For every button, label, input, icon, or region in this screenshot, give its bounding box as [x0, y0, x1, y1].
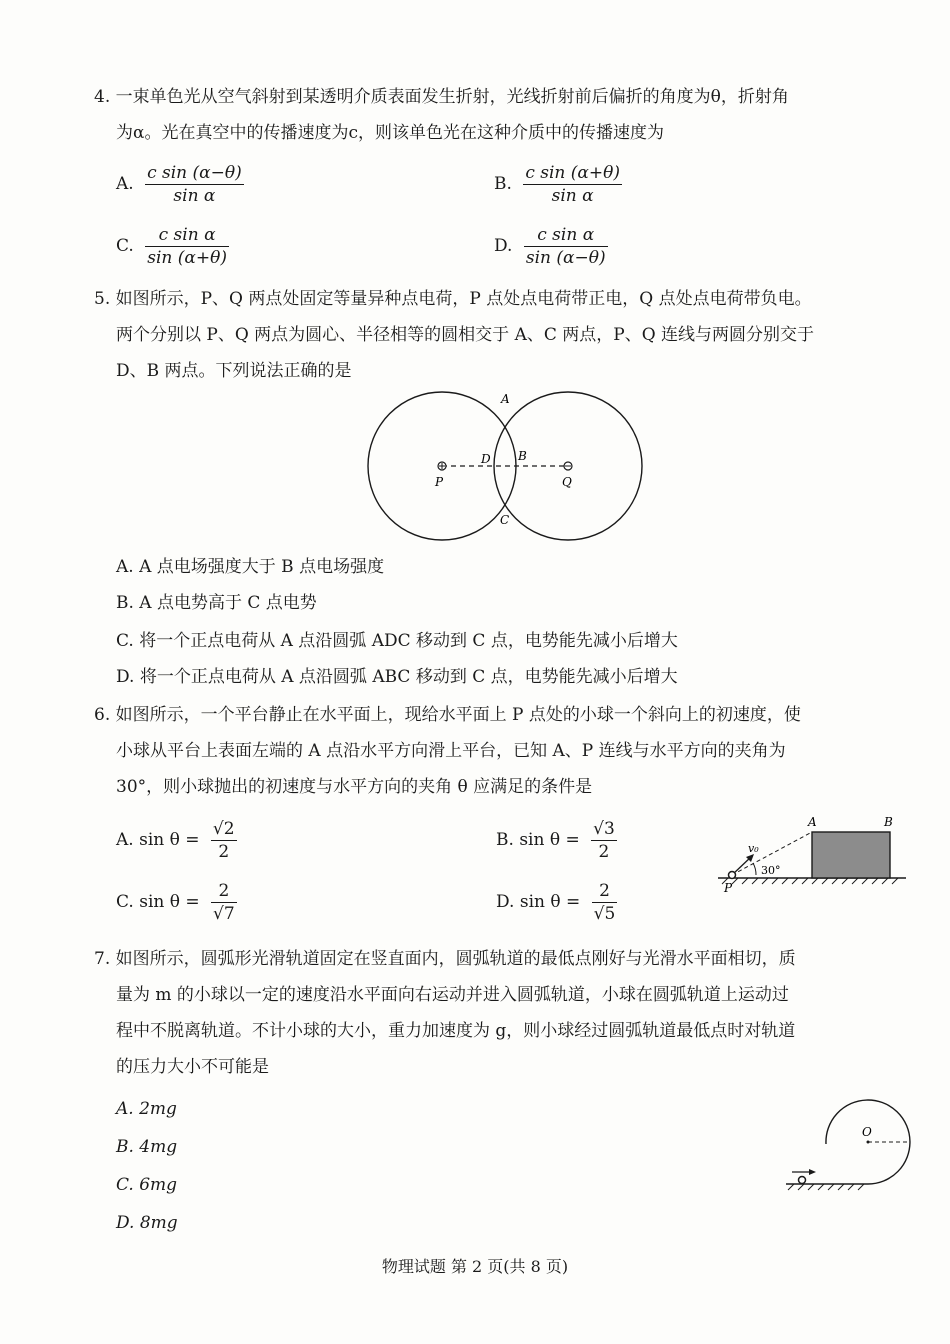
- option-letter: D.: [494, 236, 513, 256]
- q7-stem-line2: 量为 m 的小球以一定的速度沿水平面向右运动并进入圆弧轨道，小球在圆弧轨道上运动过: [116, 985, 789, 1005]
- label-o: O: [862, 1125, 872, 1139]
- q7-figure-circular-track: [780, 1090, 920, 1202]
- label-a: A: [501, 392, 510, 406]
- q4-stem-line2: 为α。光在真空中的传播速度为c，则该单色光在这种介质中的传播速度为: [116, 123, 664, 143]
- label-v0: v₀: [748, 842, 759, 855]
- fraction: $\frac{√3}{2}$: [593, 819, 615, 862]
- q7-option-c[interactable]: C. 6mg: [116, 1175, 178, 1195]
- q5-option-b[interactable]: B. A 点电势高于 C 点电势: [116, 593, 317, 613]
- angle-arc: [753, 863, 756, 875]
- positive-charge-icon: [438, 462, 446, 470]
- q5-stem-line3: D、B 两点。下列说法正确的是: [116, 361, 352, 381]
- ball-icon: [799, 1177, 806, 1184]
- q6-option-b[interactable]: B. sin θ = $\frac{√3}{2}$: [496, 819, 615, 862]
- q7-option-a[interactable]: A. 2mg: [116, 1099, 177, 1119]
- q7-option-d[interactable]: D. 8mg: [116, 1213, 178, 1233]
- q6-figure-platform: [712, 812, 912, 896]
- fraction: $\frac{\text{c sin α}}{\sin (\alpha+\theta)}$: [147, 225, 227, 268]
- label-b: B: [884, 815, 893, 829]
- q5-option-a[interactable]: A. A 点电场强度大于 B 点电场强度: [116, 557, 385, 577]
- arrowhead-icon: [809, 1169, 816, 1175]
- q4-option-c[interactable]: [116, 224, 229, 269]
- label-a: A: [808, 815, 817, 829]
- label-d: D: [481, 452, 491, 466]
- ground-hatch: [788, 1184, 864, 1190]
- q5-stem-line2: 两个分别以 P、Q 两点为圆心、半径相等的圆相交于 A、C 两点，P、Q 连线与两圆分别交于: [116, 325, 815, 345]
- q5-figure-two-circles: [360, 388, 650, 548]
- q6-option-c[interactable]: C. sin θ = $\frac{2}{√7}$: [116, 881, 235, 924]
- q5-stem-line1: 5. 如图所示，P、Q 两点处固定等量异种点电荷，P 点处点电荷带正电，Q 点处点电荷带负电。: [94, 289, 812, 309]
- q6-stem-line1: 6. 如图所示，一个平台静止在水平面上，现给水平面上 P 点处的小球一个斜向上的初速度，使: [94, 705, 801, 725]
- q4-option-a[interactable]: [116, 162, 244, 207]
- q6-option-d[interactable]: D. sin θ = $\frac{2}{√5}$: [496, 881, 616, 924]
- negative-charge-icon: [564, 462, 572, 470]
- label-q: Q: [562, 475, 572, 489]
- ground-hatch: [722, 878, 898, 884]
- option-letter: A.: [116, 174, 134, 194]
- q6-option-a[interactable]: A. sin θ = $\frac{√2}{2}$: [116, 819, 235, 862]
- fraction: $\frac{\text{c sin (α+θ)}}{\text{sin α}}$: [525, 163, 620, 206]
- label-p: P: [435, 475, 444, 489]
- label-c: C: [500, 513, 510, 527]
- q7-stem-line1: 7. 如图所示，圆弧形光滑轨道固定在竖直面内，圆弧轨道的最低点刚好与光滑水平面相切，质: [94, 949, 796, 969]
- page-footer: 物理试题 第 2 页(共 8 页): [381, 1257, 569, 1276]
- center-dot: [867, 1141, 870, 1144]
- q5-option-c[interactable]: C. 将一个正点电荷从 A 点沿圆弧 ADC 移动到 C 点，电势能先减小后增大: [116, 631, 678, 651]
- q6-stem-line3: 30°，则小球抛出的初速度与水平方向的夹角 θ 应满足的条件是: [116, 777, 593, 797]
- label-p: P: [724, 881, 733, 895]
- label-b: B: [518, 449, 527, 463]
- ball-icon: [729, 872, 736, 879]
- q4-option-b[interactable]: [494, 162, 622, 207]
- option-letter: B.: [494, 174, 512, 194]
- fraction: $\frac{2}{√7}$: [213, 881, 235, 924]
- q7-stem-line3: 程中不脱离轨道。不计小球的大小，重力加速度为 g，则小球经过圆弧轨道最低点时对轨道: [116, 1021, 796, 1041]
- q7-stem-line4: 的压力大小不可能是: [116, 1057, 269, 1077]
- q7-option-b[interactable]: B. 4mg: [116, 1137, 178, 1157]
- q4-stem-line1: 4. 一束单色光从空气斜射到某透明介质表面发生折射，光线折射前后偏折的角度为θ，折射角: [94, 87, 789, 107]
- fraction: $\frac{\text{c sin (α−θ)}}{\text{sin α}}$: [147, 163, 242, 206]
- q4-option-d[interactable]: [494, 224, 608, 269]
- fraction: $\frac{2}{√5}$: [593, 881, 616, 924]
- q5-option-d[interactable]: D. 将一个正点电荷从 A 点沿圆弧 ABC 移动到 C 点，电势能先减小后增大: [116, 667, 678, 687]
- q6-stem-line2: 小球从平台上表面左端的 A 点沿水平方向滑上平台，已知 A、P 连线与水平方向的夹角为: [116, 741, 786, 761]
- fraction: $\frac{√2}{2}$: [212, 819, 235, 862]
- label-angle: 30°: [761, 864, 781, 877]
- platform-block: [812, 832, 890, 878]
- fraction: $\frac{\text{c sin α}}{\sin (\alpha-\theta)}$: [525, 225, 606, 268]
- option-letter: C.: [116, 236, 134, 256]
